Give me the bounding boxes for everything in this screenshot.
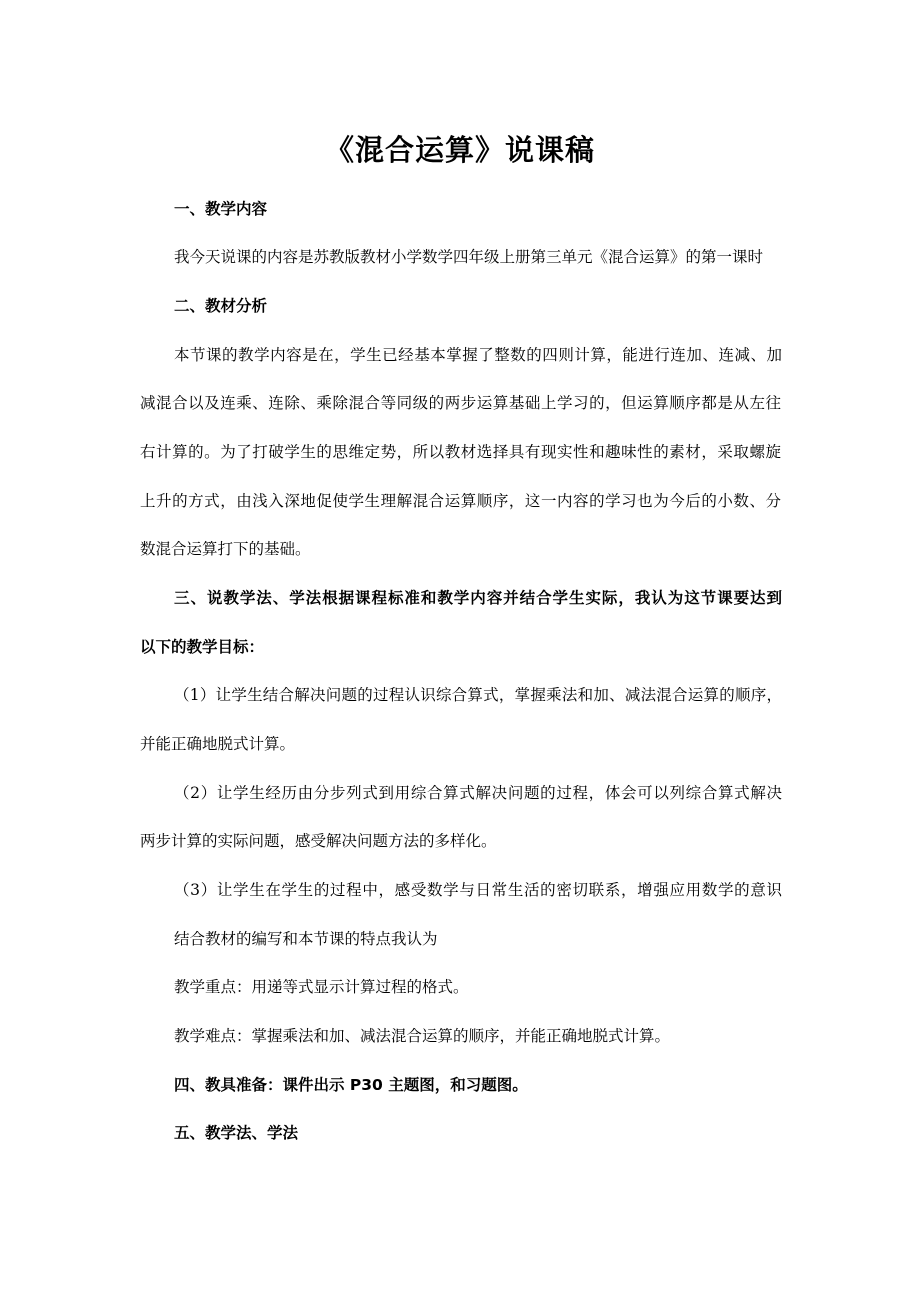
section-heading-teaching-methods: 五、教学法、学法 bbox=[174, 1124, 299, 1142]
objective-item-3: （3）让学生在学生的过程中，感受数学与日常生活的密切联系，增强应用数学的意识 bbox=[174, 881, 782, 899]
document-title: 《混合运算》说课稿 bbox=[324, 133, 595, 167]
objective-item-1-cont: 并能正确地脱式计算。 bbox=[140, 735, 296, 753]
section-heading-textbook-analysis: 二、教材分析 bbox=[174, 297, 268, 315]
objective-item-2: （2）让学生经历由分步列式到用综合算式解决问题的过程，体会可以列综合算式解决 bbox=[174, 784, 782, 802]
difficult-point: 教学难点：掌握乘法和加、减法混合运算的顺序，并能正确地脱式计算。 bbox=[174, 1027, 671, 1045]
section-heading-teaching-aids: 四、教具准备：课件出示 P30 主题图，和习题图。 bbox=[174, 1076, 528, 1094]
section-heading-methods: 三、说教学法、学法根据课程标准和教学内容并结合学生实际，我认为这节课要达到 bbox=[174, 589, 782, 607]
paragraph-line: 上升的方式，由浅入深地促使学生理解混合运算顺序，这一内容的学习也为今后的小数、分 bbox=[140, 492, 781, 510]
key-point: 教学重点：用递等式显示计算过程的格式。 bbox=[174, 978, 469, 996]
objective-item-1: （1）让学生结合解决问题的过程认识综合算式，掌握乘法和加、减法混合运算的顺序， bbox=[174, 686, 782, 704]
paragraph-line: 结合教材的编写和本节课的特点我认为 bbox=[174, 930, 438, 948]
paragraph-line: 右计算的。为了打破学生的思维定势，所以教材选择具有现实性和趣味性的素材，采取螺旋 bbox=[140, 443, 781, 461]
paragraph-line: 减混合以及连乘、连除、乘除混合等同级的两步运算基础上学习的，但运算顺序都是从左往 bbox=[140, 394, 781, 412]
objective-item-2-cont: 两步计算的实际问题，感受解决问题方法的多样化。 bbox=[140, 832, 497, 850]
paragraph-line: 我今天说课的内容是苏教版教材小学数学四年级上册第三单元《混合运算》的第一课时 bbox=[174, 248, 764, 266]
paragraph-line: 本节课的教学内容是在，学生已经基本掌握了整数的四则计算，能进行连加、连减、加 bbox=[174, 346, 782, 364]
section-heading-methods-cont: 以下的教学目标： bbox=[140, 638, 265, 656]
paragraph-line: 数混合运算打下的基础。 bbox=[140, 540, 311, 558]
section-heading-teaching-content: 一、教学内容 bbox=[174, 200, 268, 218]
